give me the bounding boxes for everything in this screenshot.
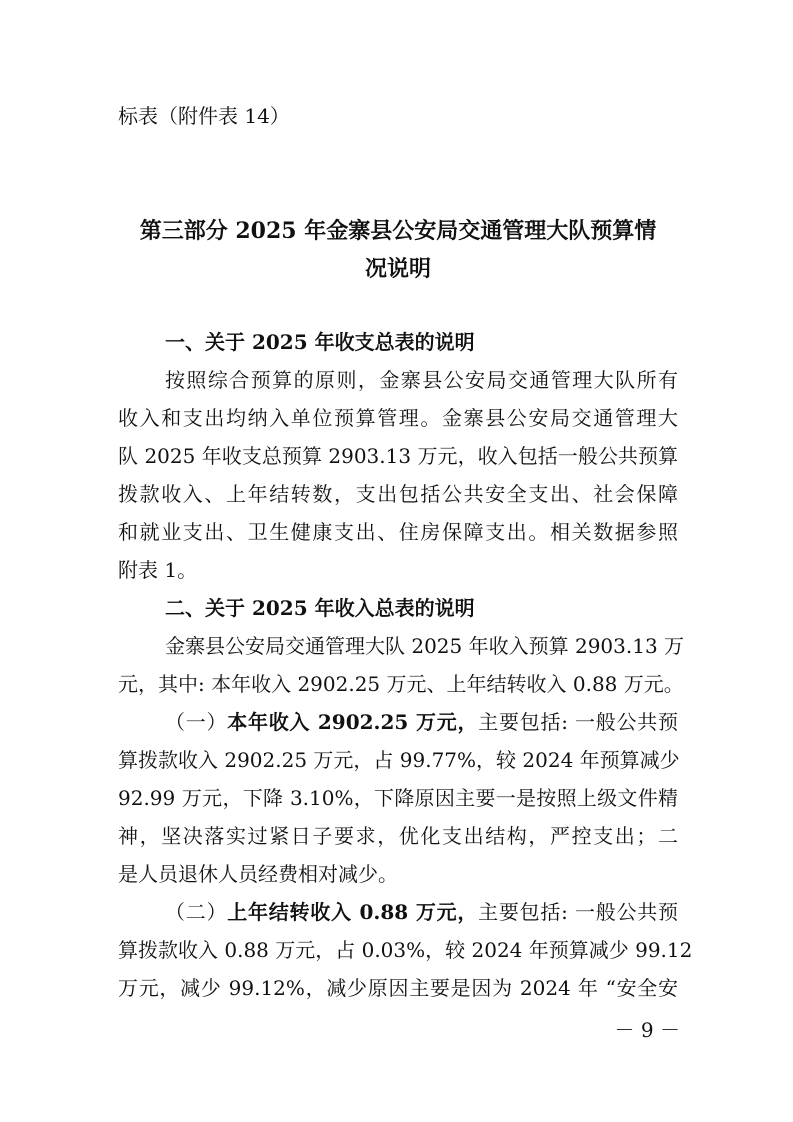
item2-prefix: （二） [165,900,228,924]
page-title-line-1: 第三部分 2025 年金寨县公安局交通管理大队预算情 [139,218,657,244]
page-number: － 9 － [614,1018,680,1042]
paragraph-line: 算拨款收入 2902.25 万元，占 99.77%，较 2024 年预算减少 [118,748,680,772]
paragraph-line: 队 2025 年收支总预算 2903.13 万元，收入包括一般公共预算 [118,444,678,468]
paragraph-line: 神，坚决落实过紧日子要求，优化支出结构，严控支出；二 [118,824,678,848]
paragraph-line: 附表 1。 [118,558,198,582]
paragraph-line: 是人员退休人员经费相对减少。 [118,862,398,886]
page-title-line-2: 况说明 [364,256,431,282]
item1-bold-text: 本年收入 2902.25 万元， [227,710,479,734]
paragraph-line: 元，其中: 本年收入 2902.25 万元、上年结转收入 0.88 万元。 [118,672,684,696]
item2-rest-text: 主要包括: 一般公共预 [478,900,678,924]
paragraph-line: 按照综合预算的原则，金寨县公安局交通管理大队所有 [165,368,678,392]
top-note: 标表（附件表 14） [118,104,290,128]
section2-heading: 二、关于 2025 年收入总表的说明 [165,596,475,620]
paragraph-line: 算拨款收入 0.88 万元，占 0.03%，较 2024 年预算减少 99.12 [118,938,693,962]
item1-prefix: （一） [165,710,228,734]
item1-rest-text: 主要包括: 一般公共预 [478,710,678,734]
paragraph-line: 收入和支出均纳入单位预算管理。金寨县公安局交通管理大 [118,406,678,430]
item2-bold-text: 上年结转收入 0.88 万元， [227,900,479,924]
section1-heading: 一、关于 2025 年收支总表的说明 [165,330,475,354]
item1-first-line [165,708,678,736]
paragraph-line: 92.99 万元，下降 3.10%，下降原因主要一是按照上级文件精 [118,786,678,810]
item2-first-line [165,898,678,926]
paragraph-line: 拨款收入、上年结转数，支出包括公共安全支出、社会保障 [118,482,678,506]
paragraph-line: 金寨县公安局交通管理大队 2025 年收入预算 2903.13 万 [165,634,685,658]
paragraph-line: 万元，减少 99.12%，减少原因主要是因为 2024 年 “安全安 [118,976,678,1000]
paragraph-line: 和就业支出、卫生健康支出、住房保障支出。相关数据参照 [118,520,678,544]
